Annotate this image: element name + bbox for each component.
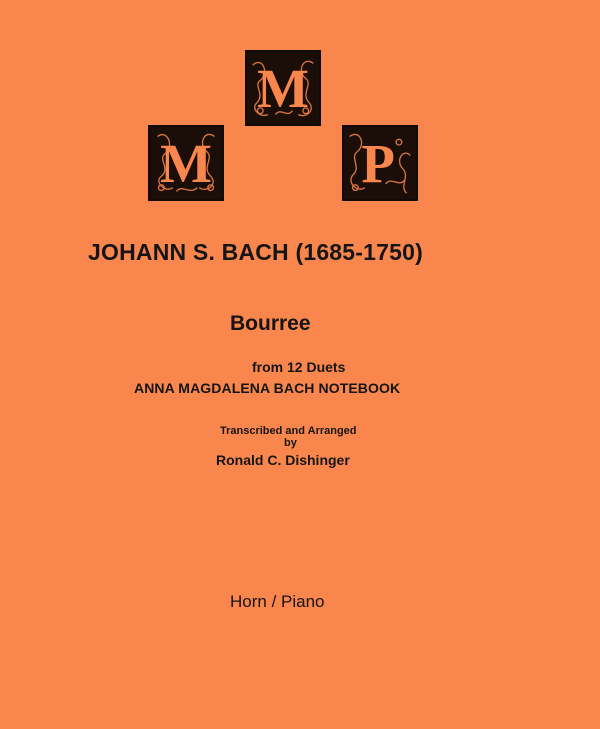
ornamental-letter-p-icon xyxy=(344,127,416,199)
ornamental-letter-m-icon xyxy=(150,127,222,199)
arranged-credit-line: Transcribed and Arranged xyxy=(220,425,357,437)
publisher-logo-m-left xyxy=(148,125,224,201)
ornamental-letter-m-icon xyxy=(247,52,319,124)
publisher-logo-m-top xyxy=(245,50,321,126)
instrumentation: Horn / Piano xyxy=(230,592,325,611)
svg-text:P: P xyxy=(361,132,395,194)
svg-text:M: M xyxy=(160,132,212,194)
arranged-by-line: by xyxy=(284,437,297,449)
piece-title: Bourree xyxy=(230,312,311,335)
source-line: ANNA MAGDALENA BACH NOTEBOOK xyxy=(134,380,401,396)
arranger-name: Ronald C. Dishinger xyxy=(216,452,350,468)
publisher-logo-p xyxy=(342,125,418,201)
from-line: from 12 Duets xyxy=(252,359,346,375)
composer-heading: JOHANN S. BACH (1685-1750) xyxy=(88,239,423,265)
svg-text:M: M xyxy=(257,57,309,119)
